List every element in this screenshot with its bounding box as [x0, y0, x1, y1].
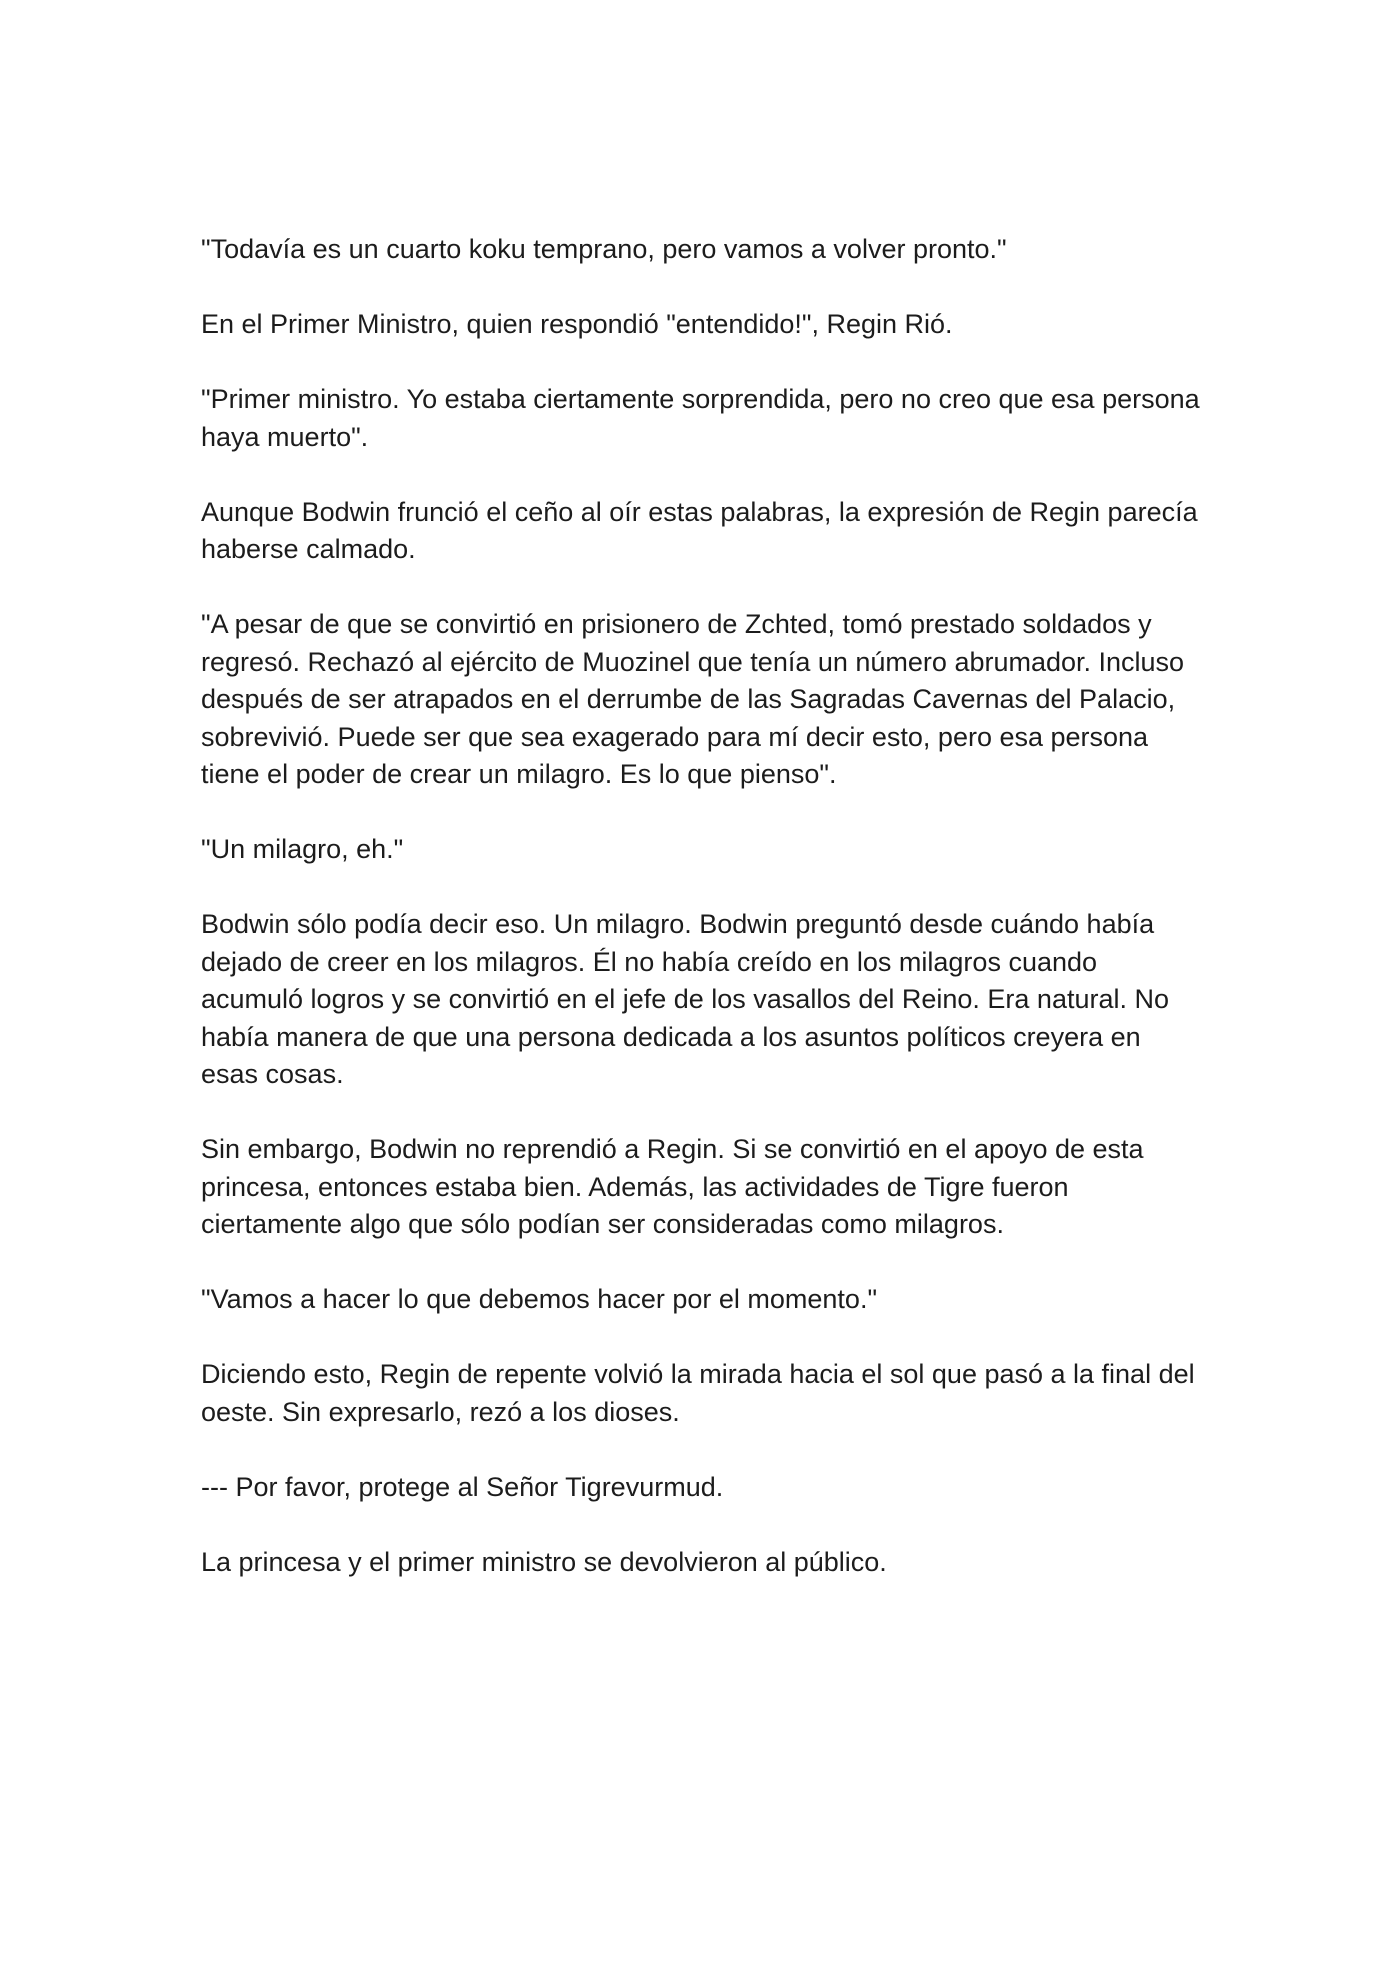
paragraph-1: "Todavía es un cuarto koku temprano, pero vamos a volver pronto." [201, 234, 1007, 264]
paragraph-2: En el Primer Ministro, quien respondió "entendido!", Regin Rió. [201, 309, 953, 339]
paragraph-4: Aunque Bodwin frunció el ceño al oír estas palabras, la expresión de Regin parecía haberse calmado. [201, 496, 1198, 564]
paragraph-9: "Vamos a hacer lo que debemos hacer por el momento." [201, 1284, 878, 1314]
paragraph-5: "A pesar de que se convirtió en prisionero de Zchted, tomó prestado soldados y regresó. Rechazó al ejército de Muozinel que tenía un número abrumador. Incluso después de ser atrapados en el derrumbe de las Sagradas Cavernas del Palacio, sobrevivió. Puede ser que sea exagerado para mí decir esto, pero esa persona tiene el poder de crear un milagro. Es lo que pienso". [201, 609, 1185, 789]
paragraph-8: Sin embargo, Bodwin no reprendió a Regin. Si se convirtió en el apoyo de esta princesa, entonces estaba bien. Además, las actividades de Tigre fueron ciertamente algo que sólo podían ser consideradas como milagros. [201, 1134, 1144, 1239]
paragraph-3: "Primer ministro. Yo estaba ciertamente sorprendida, pero no creo que esa persona haya muerto". [201, 384, 1200, 452]
paragraph-12: La princesa y el primer ministro se devolvieron al público. [201, 1546, 887, 1577]
paragraph-6: "Un milagro, eh." [201, 834, 404, 864]
paragraph-11: --- Por favor, protege al Señor Tigrevurmud. [201, 1471, 724, 1502]
paragraph-7: Bodwin sólo podía decir eso. Un milagro. Bodwin preguntó desde cuándo había dejado de creer en los milagros. Él no había creído en los milagros cuando acumuló logros y se convirtió en el jefe de los vasallos del Reino. Era natural. No había manera de que una persona dedicada a los asuntos políticos creyera en esas cosas. [201, 909, 1170, 1089]
paragraph-10: Diciendo esto, Regin de repente volvió la mirada hacia el sol que pasó a la final del oeste. Sin expresarlo, rezó a los dioses. [201, 1359, 1195, 1427]
document-body [201, 231, 1201, 1619]
